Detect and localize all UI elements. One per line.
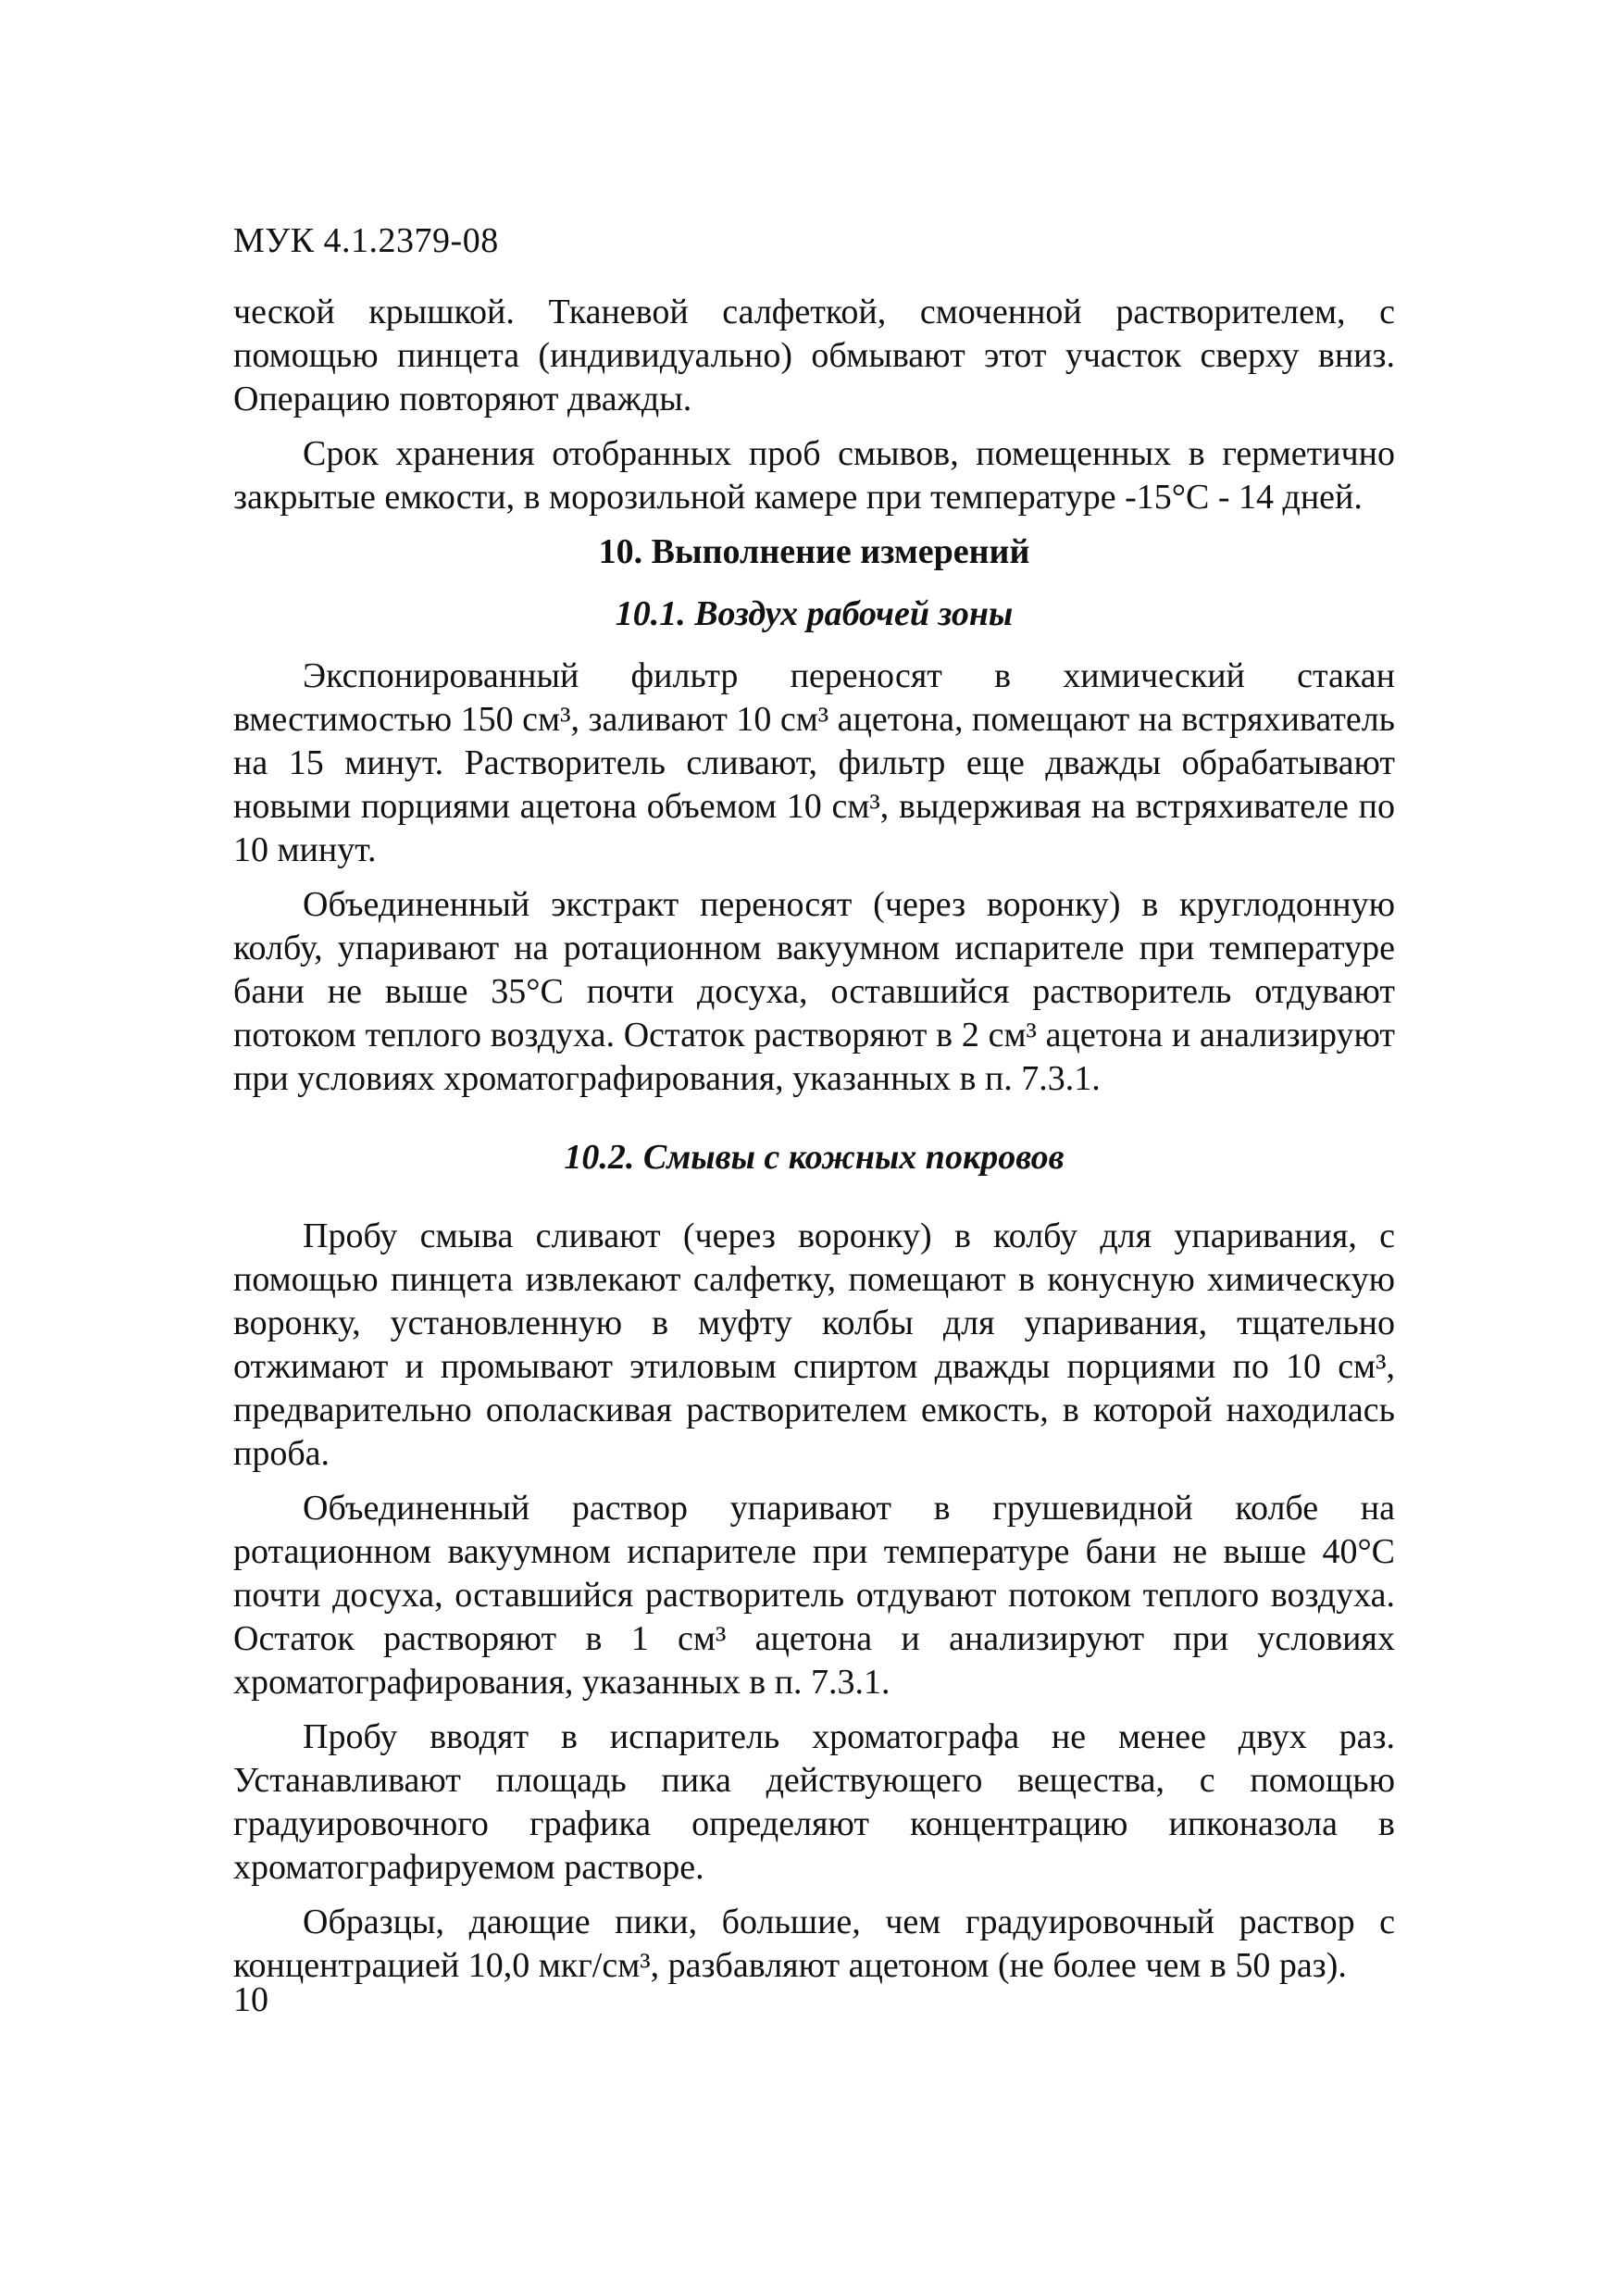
paragraph-injection: Пробу вводят в испаритель хроматографа не менее двух раз. Устанавливают площадь пика действующего вещества, с помощью градуировочного графика определяют концентрацию ипконазола в хроматографируемом растворе. — [233, 1717, 1395, 1887]
section-heading-10: 10. Выполнение измерений — [598, 532, 1030, 571]
main-text — [233, 291, 1395, 1988]
subsection-heading-10-1: 10.1. Воздух рабочей зоны — [615, 594, 1014, 633]
subsection-heading-10-2: 10.2. Смывы с кожных покровов — [564, 1138, 1065, 1177]
paragraph-extract: Объединенный экстракт переносят (через воронку) в круглодонную колбу, упаривают на ротационном вакуумном испарителе при температуре бани не выше 35°С почти досуха, оставшийся растворитель отдувают потоком теплого воздуха. Остаток растворяют в 2 см³ ацетона и анализируют при условиях хроматографирования, указанных в п. 7.3.1. — [233, 885, 1395, 1098]
document-code: МУК 4.1.2379-08 — [233, 221, 499, 260]
paragraph-filter: Экспонированный фильтр переносят в химический стакан вместимостью 150 см³, заливают 10 см³ ацетона, помещают на встряхиватель на 15 минут. Растворитель сливают, фильтр еще дважды обрабатывают новыми порциями ацетона объемом 10 см³, выдерживая на встряхивателе по 10 минут. — [233, 656, 1395, 869]
page-number: 10 — [233, 1980, 268, 2019]
paragraph-solution: Объединенный раствор упаривают в грушевидной колбе на ротационном вакуумном испарителе при температуре бани не выше 40°С почти досуха, оставшийся растворитель отдувают потоком теплого воздуха. Остаток растворяют в 1 см³ ацетона и анализируют при условиях хроматографирования, указанных в п. 7.3.1. — [233, 1489, 1395, 1702]
paragraph-wash: Пробу смыва сливают (через воронку) в колбу для упаривания, с помощью пинцета извлекают салфетку, помещают в конусную химическую воронку, установленную в муфту колбы для упаривания, тщательно отжимают и промывают этиловым спиртом дважды порциями по 10 см³, предварительно ополаскивая растворителем емкость, в которой находилась проба. — [233, 1217, 1395, 1473]
paragraph-continuation: ческой крышкой. Тканевой салфеткой, смоченной растворителем, с помощью пинцета (индивидуально) обмывают этот участок сверху вниз. Операцию повторяют дважды. — [233, 293, 1395, 418]
paragraph-dilution: Образцы, дающие пики, большие, чем градуировочный раствор с концентрацией 10,0 мкг/см³, разбавляют ацетоном (не более чем в 50 раз). — [233, 1903, 1395, 1985]
paragraph-storage: Срок хранения отобранных проб смывов, помещенных в герметично закрытые емкости, в морозильной камере при температуре -15°С - 14 дней. — [233, 434, 1395, 517]
